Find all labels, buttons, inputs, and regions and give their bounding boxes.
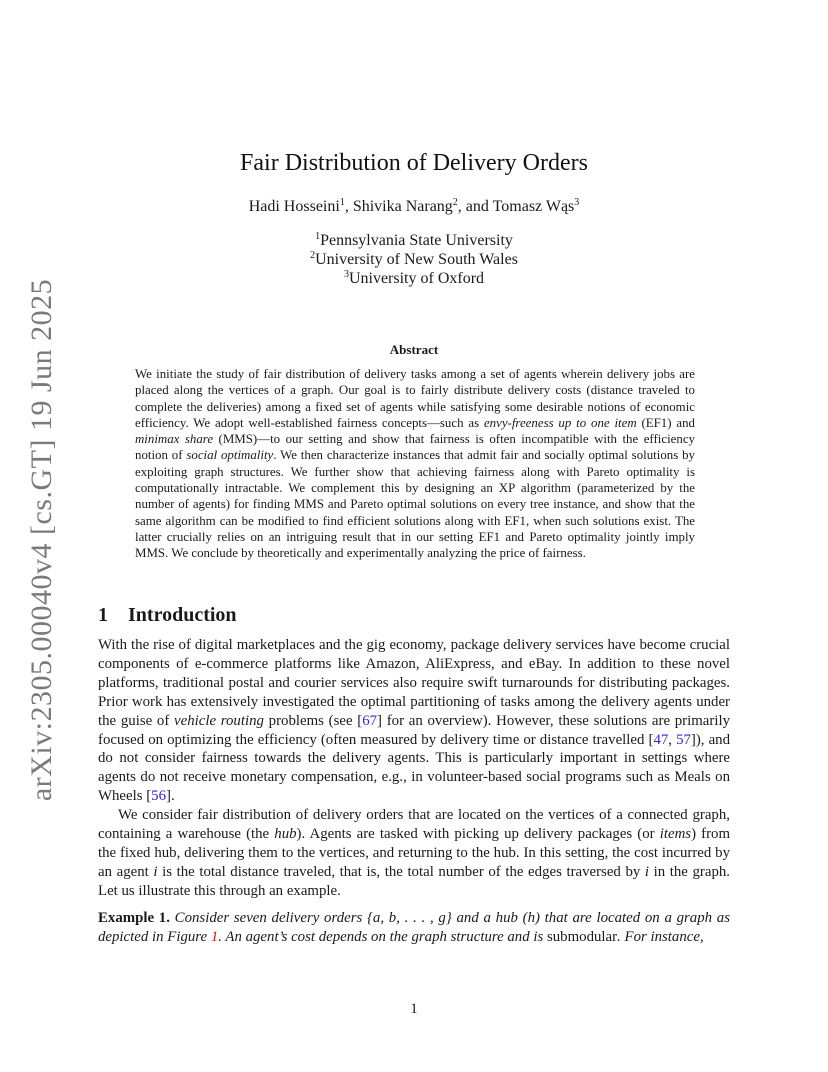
author-list (0, 198, 828, 216)
term-emphasis: minimax share (135, 432, 214, 447)
term-emphasis: social optimality (186, 448, 274, 463)
term-emphasis: envy-freeness up to one item (483, 415, 637, 430)
abstract-heading: Abstract (389, 342, 439, 357)
math-symbol: i (153, 863, 158, 880)
section-heading (98, 604, 237, 627)
author-name: Shivika Narang (352, 198, 453, 215)
affiliation-list (0, 231, 828, 288)
abstract-text: We initiate the study of fair distribution of delivery tasks among a set of agents wherein delivery jobs are placed along the vertices of a graph. Our goal is to fairly distribute delivery costs (distance traveled to complete the deliveries) among a fixed set of agents while satisfying some desirable notions of economic efficiency. We adopt well-established fairness concepts—such as envy-freeness up to one item (EF1) and minimax share (MMS)—to our setting and show that fairness is often incompatible with the efficiency notion of social optimality. We then characterize instances that admit fair and socially optimal solutions by exploiting graph structures. We further show that achieving fairness along with Pareto optimality is computationally intractable. We complement this by designing an XP algorithm (parameterized by the number of agents) for finding MMS and Pareto optimal solutions on every tree instance, and show that the same algorithm can be modified to find efficient solutions along with EF1, when such solutions exist. The latter crucially relies on an intriguing result that in our setting EF1 and Pareto optimality jointly imply MMS. We conclude by theoretically and experimentally analyzing the price of fairness. (135, 367, 695, 561)
author-affiliation-mark: 2 (452, 197, 458, 208)
citation-link[interactable]: 56 (151, 788, 167, 805)
affiliation: $^2$University of New South Wales (310, 250, 518, 268)
affiliation: $^3$University of Oxford (343, 269, 485, 287)
example-label: Example 1. (98, 909, 170, 926)
author-name: Tomasz Wąs (492, 198, 575, 215)
author-affiliation-mark: 3 (574, 197, 580, 208)
math-symbol: i (644, 863, 650, 880)
figure-reference-link[interactable]: 1 (210, 928, 219, 945)
example-block: Example 1. Consider seven delivery orders {a, b, . . . , g} and a hub (h) that are located on a graph as depicted in Figure 1. An agent’s cost depends on the graph structure and is submodular. For instance, (98, 909, 731, 945)
affiliation: $^1$Pennsylvania State University (315, 231, 513, 249)
citation-link[interactable]: 57 (676, 731, 691, 748)
page-number: 1 (410, 1001, 418, 1017)
paragraph: With the rise of digital marketplaces and the gig economy, package delivery services have become crucial components of e-commerce platforms like Amazon, AliExpress, and eBay. In addition to these novel platforms, traditional postal and courier services also require swift turnarounds for distributing packages. Prior work has extensively investigated the optimal partitioning of tasks among the delivery agents under the guise of vehicle routing problems (see [67] for an overview). However, these solutions are primarily focused on optimizing the efficiency (often measured by delivery time or distance travelled [47, 57]), and do not consider fairness towards the delivery agents. This is particularly important in settings where agents do not receive monetary compensation, e.g., in volunteer-based social programs such as Meals on Wheels [56]. (98, 637, 731, 805)
author-name: Hadi Hosseini (248, 198, 340, 215)
section-number: 1 (98, 604, 108, 626)
author-separator: , and (457, 198, 493, 215)
author-affiliation-mark: 1 (339, 197, 345, 208)
paragraph: We consider fair distribution of delivery orders that are located on the vertices of a connected graph, containing a warehouse (the hub). Agents are tasked with picking up delivery packages (or items) from the fixed hub, delivering them to the vertices, and returning to the hub. In this setting, the cost incurred by an agent i is the total distance traveled, that is, the total number of the edges traversed by i in the graph. Let us illustrate this through an example. (98, 807, 730, 899)
citation-link[interactable]: 67 (362, 712, 378, 729)
arxiv-identifier-stamp: arXiv:2305.00040v4 [cs.GT] 19 Jun 2025 (25, 278, 58, 802)
citation-link[interactable]: 47 (653, 731, 669, 748)
paper-title: Fair Distribution of Delivery Orders (240, 150, 588, 176)
introduction-body (98, 636, 730, 947)
section-title: Introduction (128, 604, 237, 626)
author-separator: , (344, 198, 353, 215)
